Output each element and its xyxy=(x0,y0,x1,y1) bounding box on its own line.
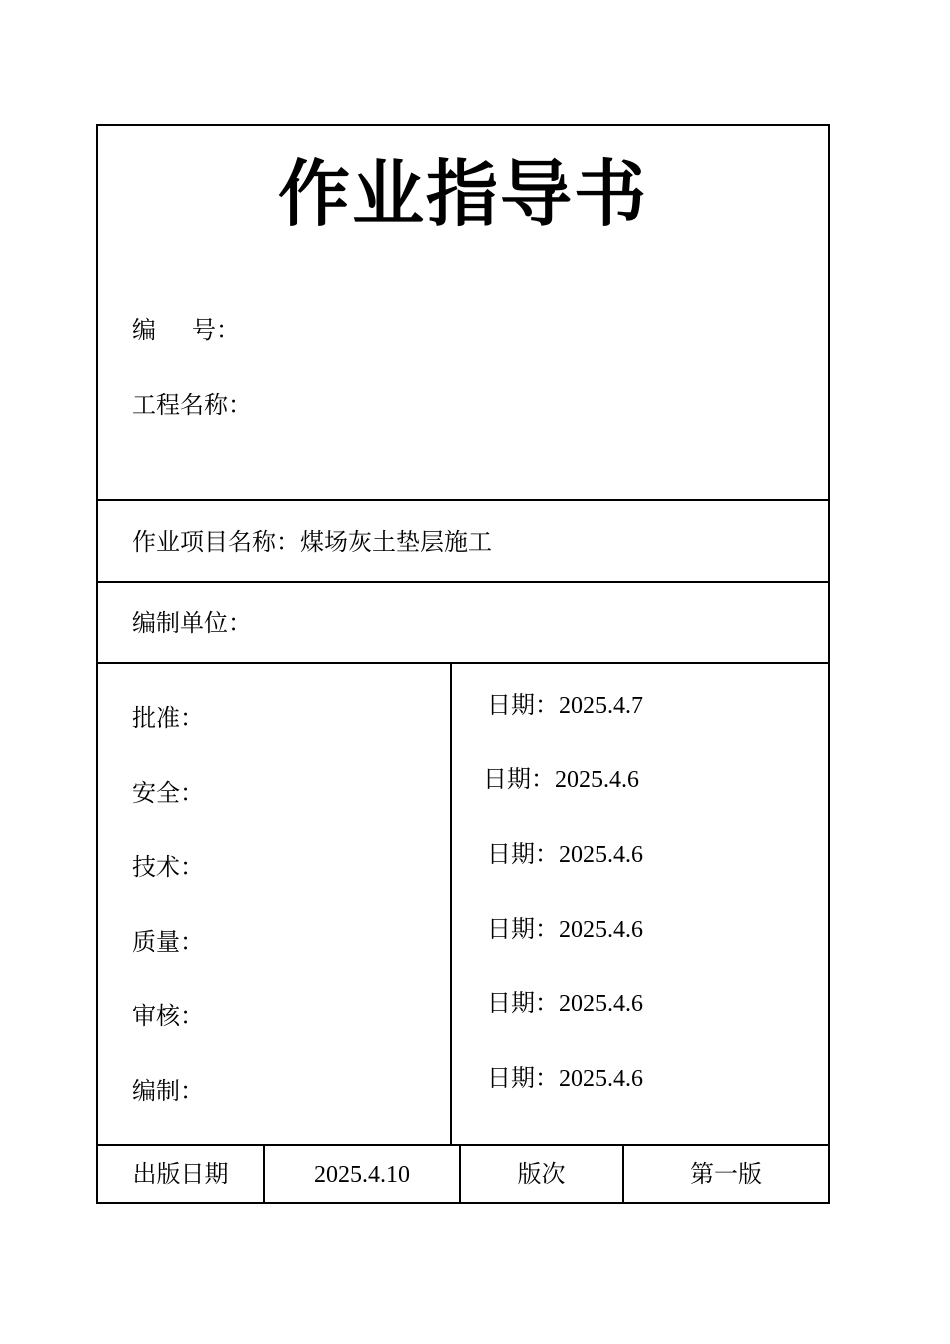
divider xyxy=(98,499,828,501)
publish-date-label: 出版日期 xyxy=(132,1162,229,1188)
number-label-b: 号： xyxy=(192,318,240,344)
role-label-quality: 质量： xyxy=(132,930,204,956)
number-field xyxy=(132,316,240,346)
role-date-quality: 日期：2025.4.6 xyxy=(487,917,643,943)
role-date-safety: 日期：2025.4.6 xyxy=(483,767,639,793)
role-date-review: 日期：2025.4.6 xyxy=(487,991,643,1017)
divider xyxy=(98,662,828,664)
document-sheet xyxy=(96,124,830,1204)
approvals-divider xyxy=(450,662,452,1144)
role-label-safety: 安全： xyxy=(132,781,204,807)
role-label-approve: 批准： xyxy=(132,706,204,732)
role-label-compile: 编制： xyxy=(132,1079,204,1105)
publish-date-value: 2025.4.10 xyxy=(314,1162,410,1188)
document-title: 作业指导书 xyxy=(277,152,648,236)
work-item-field: 作业项目名称：煤场灰土垫层施工 xyxy=(132,530,492,556)
divider xyxy=(98,581,828,583)
role-date-compile: 日期：2025.4.6 xyxy=(487,1066,643,1092)
divider xyxy=(98,1144,828,1146)
project-name-field: 工程名称： xyxy=(132,393,252,419)
role-label-technical: 技术： xyxy=(132,855,204,881)
compile-unit-field: 编制单位： xyxy=(132,611,252,637)
edition-label: 版次 xyxy=(517,1162,566,1188)
number-label-a: 编 xyxy=(132,318,156,344)
edition-value: 第一版 xyxy=(690,1162,762,1188)
role-date-approve: 日期：2025.4.7 xyxy=(487,693,643,719)
role-date-technical: 日期：2025.4.6 xyxy=(487,842,643,868)
role-label-review: 审核： xyxy=(132,1004,204,1030)
